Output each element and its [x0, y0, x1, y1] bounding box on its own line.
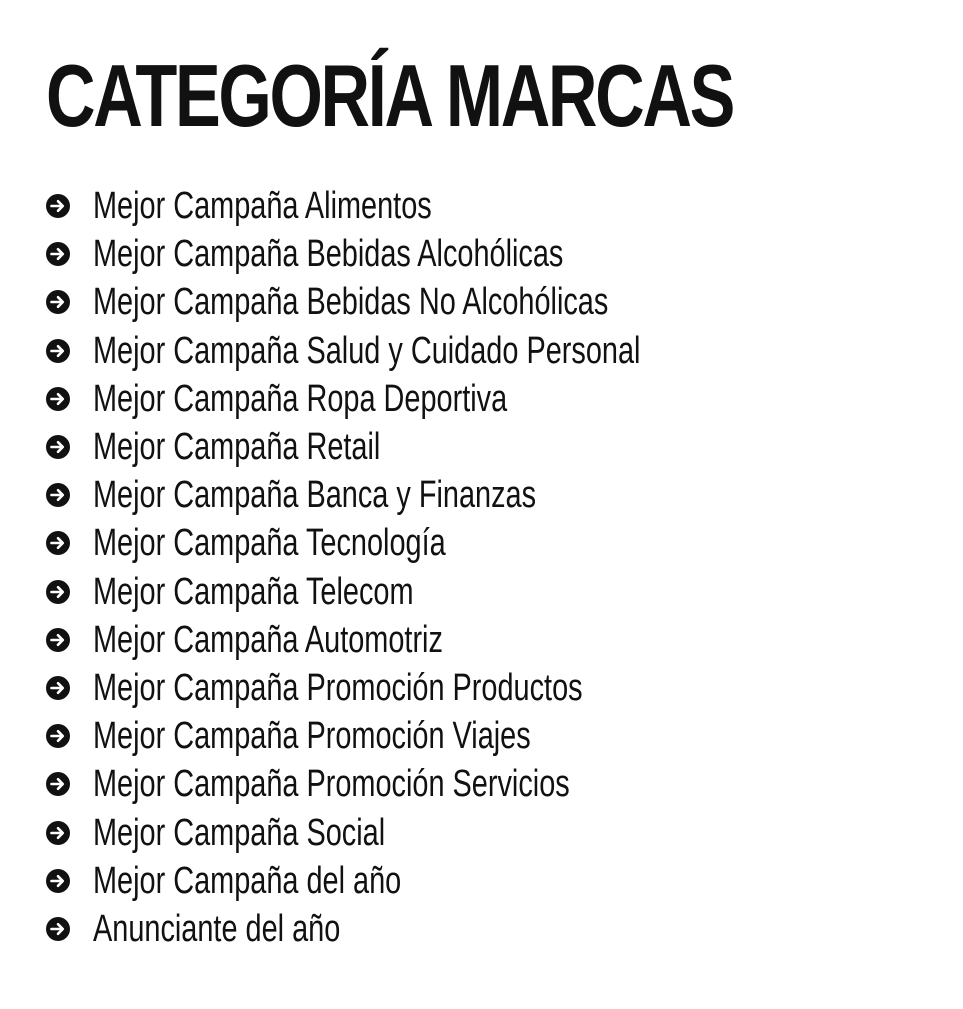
category-label: Mejor Campaña Social	[93, 811, 386, 854]
arrow-circle-right-icon	[46, 580, 70, 604]
category-label: Anunciante del año	[93, 907, 341, 950]
category-item	[46, 857, 943, 905]
category-item	[46, 808, 943, 856]
arrow-circle-right-icon	[46, 531, 70, 555]
category-item	[46, 905, 943, 953]
arrow-circle-right-icon	[46, 676, 70, 700]
category-item	[46, 519, 943, 567]
category-item	[46, 375, 943, 423]
category-label: Mejor Campaña Promoción Productos	[93, 666, 583, 709]
category-item	[46, 278, 943, 326]
category-label: Mejor Campaña Promoción Viajes	[93, 715, 531, 758]
category-label: Mejor Campaña Salud y Cuidado Personal	[93, 329, 641, 372]
category-label: Mejor Campaña Banca y Finanzas	[93, 474, 537, 517]
arrow-circle-right-icon	[46, 628, 70, 652]
arrow-circle-right-icon	[46, 869, 70, 893]
arrow-circle-right-icon	[46, 339, 70, 363]
category-label: Mejor Campaña Alimentos	[93, 185, 432, 228]
category-label: Mejor Campaña Retail	[93, 426, 381, 469]
category-label: Mejor Campaña Bebidas No Alcohólicas	[93, 281, 609, 324]
category-item	[46, 712, 943, 760]
arrow-circle-right-icon	[46, 435, 70, 459]
category-list	[46, 182, 943, 953]
arrow-circle-right-icon	[46, 724, 70, 748]
category-label: Mejor Campaña del año	[93, 859, 402, 902]
category-item	[46, 423, 943, 471]
arrow-circle-right-icon	[46, 483, 70, 507]
category-item	[46, 616, 943, 664]
category-section	[46, 46, 943, 953]
category-item	[46, 664, 943, 712]
category-item	[46, 327, 943, 375]
category-label: Mejor Campaña Tecnología	[93, 522, 446, 565]
category-item	[46, 471, 943, 519]
category-label: Mejor Campaña Ropa Deportiva	[93, 377, 508, 420]
arrow-circle-right-icon	[46, 772, 70, 796]
category-label: Mejor Campaña Telecom	[93, 570, 414, 613]
arrow-circle-right-icon	[46, 917, 70, 941]
category-item	[46, 182, 943, 230]
arrow-circle-right-icon	[46, 821, 70, 845]
arrow-circle-right-icon	[46, 242, 70, 266]
category-item	[46, 760, 943, 808]
arrow-circle-right-icon	[46, 290, 70, 314]
category-label: Mejor Campaña Automotriz	[93, 618, 443, 661]
category-item	[46, 230, 943, 278]
category-label: Mejor Campaña Promoción Servicios	[93, 763, 570, 806]
category-label: Mejor Campaña Bebidas Alcohólicas	[93, 233, 564, 276]
arrow-circle-right-icon	[46, 387, 70, 411]
page-title: CATEGORÍA MARCAS	[46, 46, 734, 145]
arrow-circle-right-icon	[46, 194, 70, 218]
category-item	[46, 568, 943, 616]
